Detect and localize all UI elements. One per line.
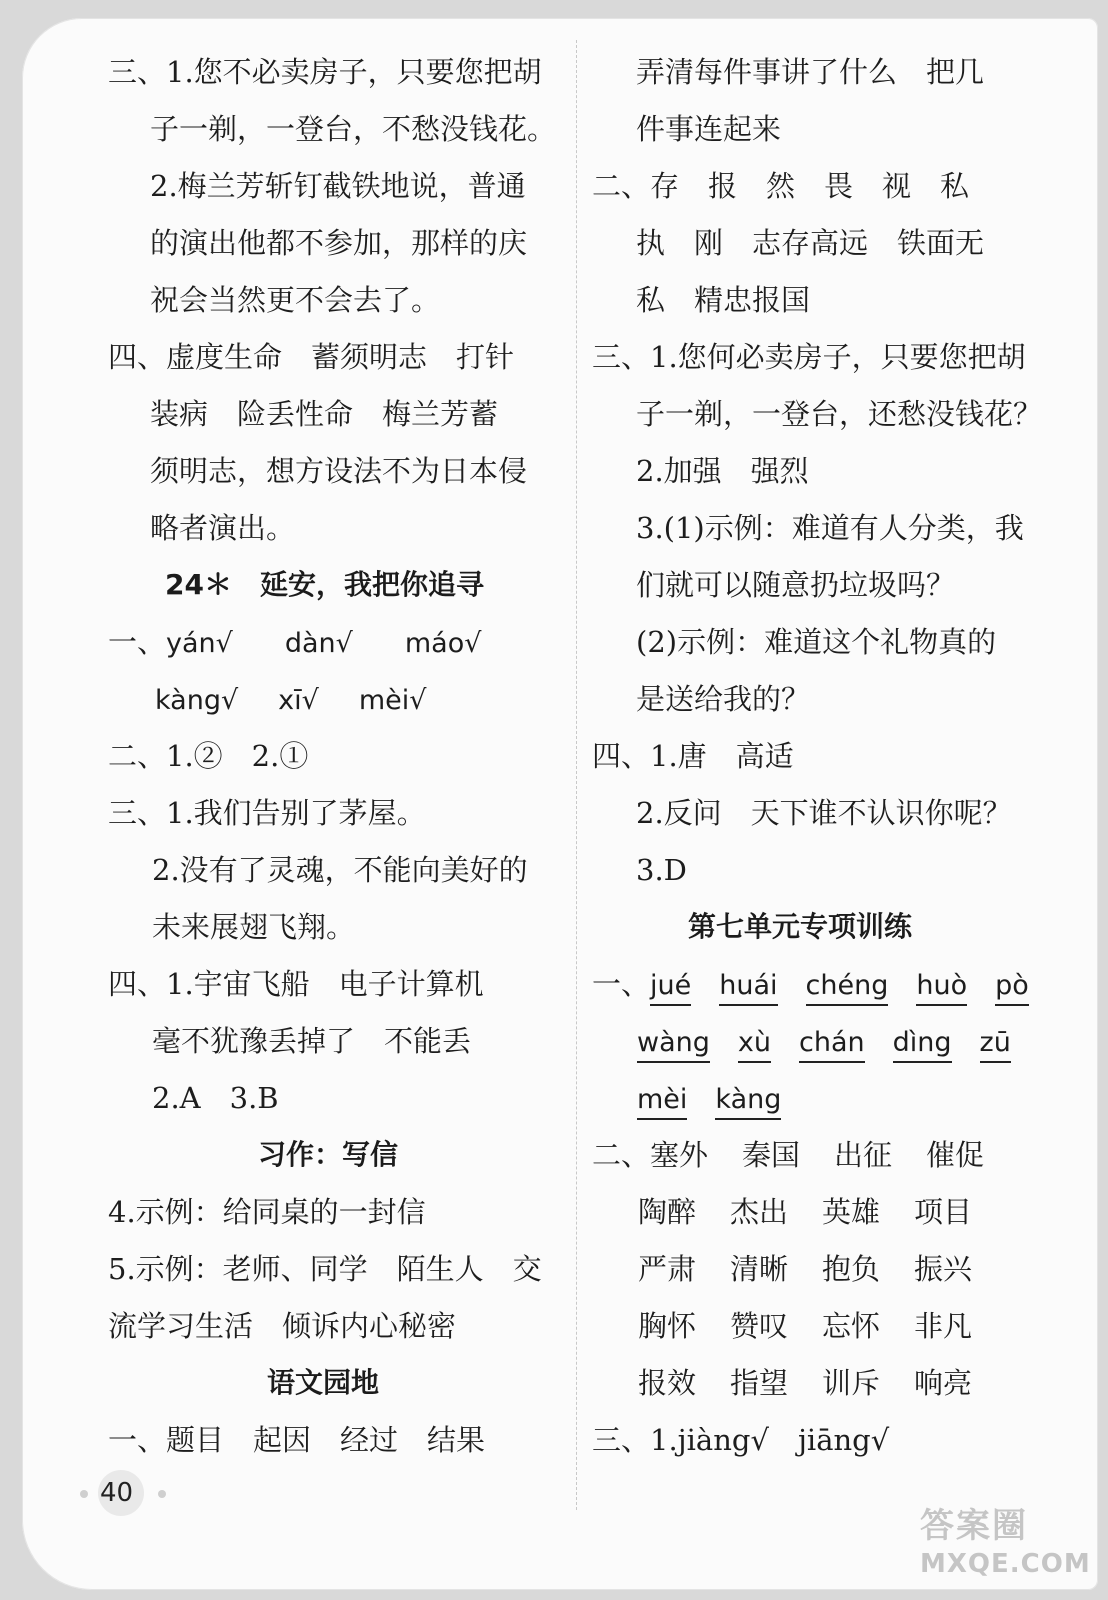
pinyin-blank: mèi — [637, 1083, 687, 1120]
word-item: 响亮 — [914, 1366, 973, 1400]
word-item: 抱负 — [822, 1252, 881, 1286]
pinyin-blank: huò — [916, 969, 967, 1006]
left-line-2: 子一剃，一登台，不愁没钱花。 — [150, 112, 557, 146]
right-line-7: 子一剃，一登台，还愁没钱花？ — [636, 397, 1043, 431]
left-line-17: 4.示例：给同桌的一封信 — [108, 1195, 426, 1229]
right-line-6: 三、1.您何必卖房子，只要您把胡 — [592, 340, 1026, 374]
q1-prefix: 一、 — [108, 625, 167, 659]
word-item: 秦国 — [742, 1138, 801, 1172]
right-words-row1 — [592, 1135, 984, 1175]
left-line-20: 一、题目 起因 经过 结果 — [108, 1423, 486, 1457]
right-line-8: 2.加强 强烈 — [636, 454, 809, 488]
right-line-5: 私 精忠报国 — [636, 283, 811, 317]
pinyin-item: yán√ — [166, 628, 233, 659]
word-item: 出征 — [834, 1138, 893, 1172]
word-item: 塞外 — [650, 1138, 709, 1172]
pinyin-blank: wàng — [637, 1026, 710, 1063]
left-line-10: 二、1.② 2.① — [108, 739, 309, 773]
word-item: 赞叹 — [730, 1309, 789, 1343]
pinyin-blank: pò — [995, 969, 1029, 1006]
left-line-19: 流学习生活 倾诉内心秘密 — [108, 1309, 457, 1343]
column-divider — [576, 40, 577, 1510]
q1-prefix: 一、 — [592, 967, 651, 1001]
pinyin-item: xī√ — [278, 685, 319, 716]
left-line-18: 5.示例：老师、同学 陌生人 交 — [108, 1252, 542, 1286]
pinyin-blank: jué — [650, 969, 691, 1006]
word-item: 催促 — [926, 1138, 985, 1172]
watermark-line1: 答案圈 — [920, 1506, 1028, 1546]
pinyin-blank: chán — [799, 1026, 865, 1063]
page-number: 40 — [100, 1478, 134, 1508]
pinyin-blank: zū — [980, 1026, 1011, 1063]
right-line-10: 们就可以随意扔垃圾吗？ — [636, 568, 956, 602]
left-line-7: 装病 险丢性命 梅兰芳蓄 — [150, 397, 499, 431]
right-line-1: 弄清每件事讲了什么 把几 — [636, 55, 985, 89]
word-item: 陶醉 — [638, 1195, 697, 1229]
pinyin-blank: kàng — [715, 1083, 781, 1120]
right-line-2: 件事连起来 — [636, 112, 782, 146]
right-pinyin-row2 — [637, 1021, 1011, 1063]
word-item: 胸怀 — [638, 1309, 697, 1343]
pinyin-item: mèi√ — [358, 685, 427, 716]
left-line-6: 四、虚度生命 蓄须明志 打针 — [108, 340, 515, 374]
word-item: 指望 — [730, 1366, 789, 1400]
q2-prefix: 二、 — [592, 1138, 651, 1172]
pinyin-blank: huái — [719, 969, 777, 1006]
lesson24-title: 24＊ 延安，我把你追寻 — [165, 568, 484, 601]
garden-title: 语文园地 — [267, 1366, 380, 1399]
unit7-title: 第七单元专项训练 — [688, 910, 913, 943]
right-line-13: 四、1.唐 高适 — [592, 739, 794, 773]
left-line-15: 毫不犹豫丢掉了 不能丢 — [152, 1024, 472, 1058]
right-pinyin-row3 — [637, 1078, 809, 1120]
decorative-dot — [80, 1490, 88, 1498]
pinyin-blank: chéng — [806, 969, 889, 1006]
left-line-12: 2.没有了灵魂，不能向美好的 — [152, 853, 528, 887]
word-item: 项目 — [914, 1195, 973, 1229]
left-line-16: 2.A 3.B — [152, 1081, 279, 1115]
word-item: 忘怀 — [822, 1309, 881, 1343]
right-words-row2 — [638, 1192, 972, 1232]
right-pinyin-row1 — [592, 964, 1029, 1006]
left-line-8: 须明志，想方设法不为日本侵 — [150, 454, 528, 488]
word-item: 清晰 — [730, 1252, 789, 1286]
left-line-11: 三、1.我们告别了茅屋。 — [108, 796, 426, 830]
right-line-3: 二、存 报 然 畏 视 私 — [592, 169, 970, 203]
left-line-14: 四、1.宇宙飞船 电子计算机 — [108, 967, 484, 1001]
left-line-5: 祝会当然更不会去了。 — [150, 283, 441, 317]
pinyin-item: kàng√ — [155, 685, 239, 716]
right-line-11: (2)示例：难道这个礼物真的 — [636, 625, 997, 659]
left-line-1: 三、1.您不必卖房子，只要您把胡 — [108, 55, 542, 89]
right-line-4: 执 刚 志存高远 铁面无 — [636, 226, 985, 260]
pinyin-item: máo√ — [404, 628, 482, 659]
word-item: 杰出 — [730, 1195, 789, 1229]
watermark-logo — [920, 1498, 1091, 1588]
word-item: 英雄 — [822, 1195, 881, 1229]
watermark-line2: MXQE.COM — [920, 1549, 1091, 1579]
left-line-9: 略者演出。 — [150, 511, 296, 545]
right-words-row4 — [638, 1306, 972, 1346]
right-words-row3 — [638, 1249, 972, 1289]
pinyin-blank: xù — [738, 1026, 771, 1063]
right-line-12: 是送给我的？ — [636, 682, 811, 716]
pinyin-item: dàn√ — [284, 628, 353, 659]
word-item: 训斥 — [822, 1366, 881, 1400]
left-q1-row1 — [108, 622, 481, 664]
pinyin-blank: dìng — [893, 1026, 952, 1063]
decorative-dot — [158, 1490, 166, 1498]
word-item: 振兴 — [914, 1252, 973, 1286]
left-line-3: 2.梅兰芳斩钉截铁地说，普通 — [150, 169, 526, 203]
right-line-9: 3.(1)示例：难道有人分类，我 — [636, 511, 1024, 545]
right-line-14: 2.反问 天下谁不认识你呢？ — [636, 796, 1012, 830]
word-item: 严肃 — [638, 1252, 697, 1286]
word-item: 报效 — [638, 1366, 697, 1400]
right-words-row5 — [638, 1363, 972, 1403]
word-item: 非凡 — [914, 1309, 973, 1343]
right-line-15: 3.D — [636, 853, 687, 887]
left-q1-row2 — [155, 679, 426, 721]
left-line-13: 未来展翅飞翔。 — [152, 910, 356, 944]
writing-title: 习作：写信 — [258, 1138, 399, 1171]
right-line-last: 三、1.jiàng√ jiāng√ — [592, 1423, 890, 1457]
left-line-4: 的演出他都不参加，那样的庆 — [150, 226, 528, 260]
